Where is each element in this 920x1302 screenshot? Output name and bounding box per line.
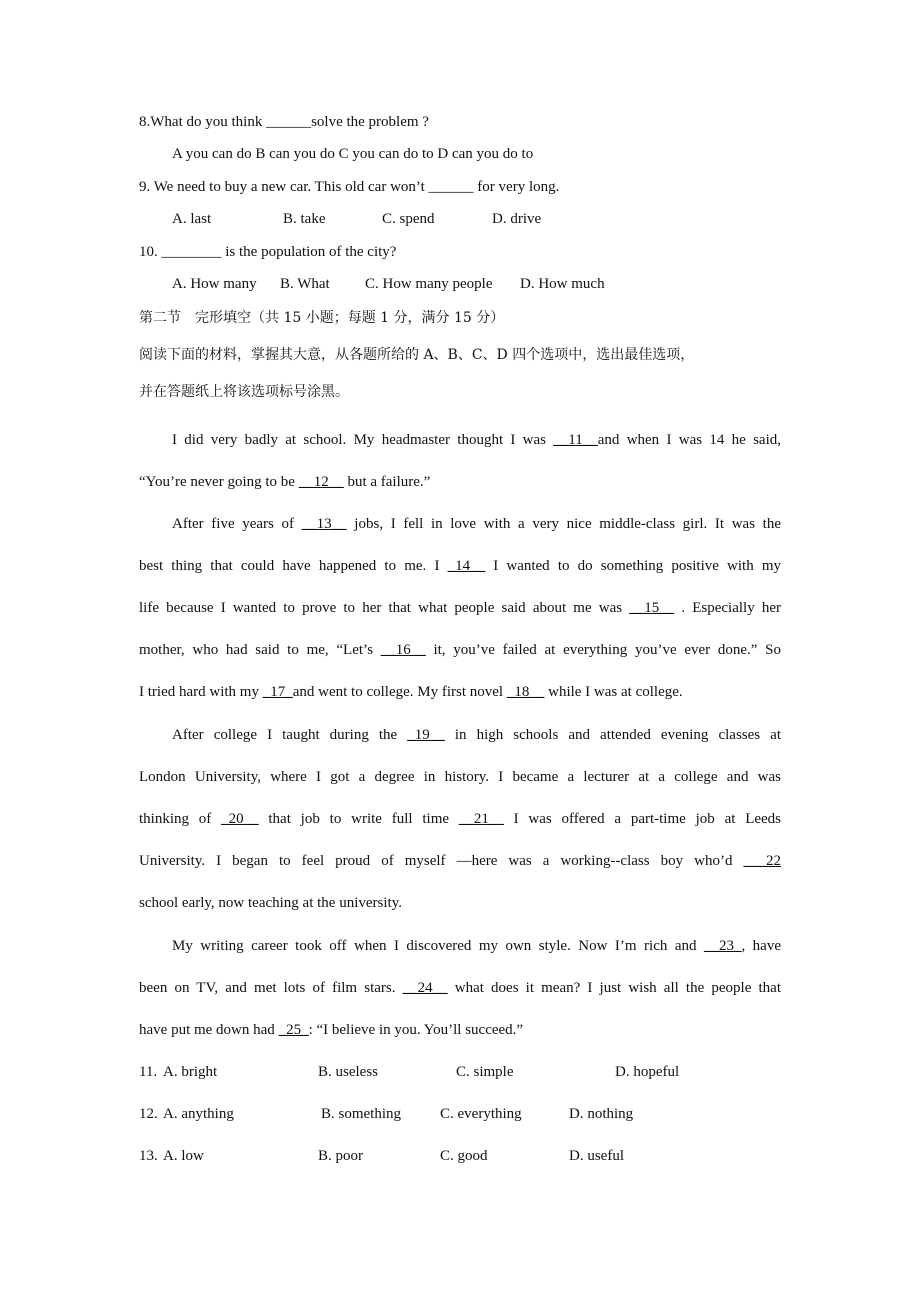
passage-line: University. I began to feel proud of myself —here was a working--class boy who’d ___22 xyxy=(139,853,781,869)
blank-11: __11__ xyxy=(553,432,598,448)
passage-line: best thing that could have happened to me. I _14__ I wanted to do something positive with my xyxy=(139,558,782,574)
blank-16: __16__ xyxy=(380,642,426,658)
passage-line: life because I wanted to prove to her that what people said about me was __15__ . Especially her xyxy=(139,600,781,616)
passage-line: I tried hard with my _17_and went to college. My first novel _18__ while I was at college. xyxy=(139,684,683,700)
passage-line: After college I taught during the _19__ in high schools and attended evening classes at xyxy=(172,727,781,743)
blank-14: _14__ xyxy=(447,558,486,574)
passage-line: school early, now teaching at the university. xyxy=(139,895,402,911)
blank-15: __15__ xyxy=(629,600,675,616)
choice-row-13: 13. A. low B. poor C. good D. useful xyxy=(139,1148,624,1164)
blank-12: __12__ xyxy=(298,474,344,490)
question-8-stem: 8.What do you think ______solve the problem ? xyxy=(139,114,429,130)
blank-25: _25_ xyxy=(278,1022,309,1038)
blank-23: __23_ xyxy=(703,938,742,954)
blank-22: ___22 xyxy=(743,853,781,869)
blank-17: _17_ xyxy=(262,684,293,700)
passage-line: been on TV, and met lots of film stars. __24__ what does it mean? I just wish all the people that xyxy=(139,980,781,996)
question-10-stem: 10. ________ is the population of the city? xyxy=(139,244,397,260)
option-d: D. How much xyxy=(520,276,605,292)
option-d: D. drive xyxy=(492,211,542,227)
passage-line: mother, who had said to me, “Let’s __16__ it, you’ve failed at everything you’ve ever done.” So xyxy=(139,642,781,658)
passage-line: After five years of __13__ jobs, I fell in love with a very nice middle-class girl. It was the xyxy=(172,516,781,532)
blank-19: _19__ xyxy=(407,727,445,743)
option-a: A. last xyxy=(172,211,212,227)
option-c: C. spend xyxy=(382,211,435,227)
passage-line: “You’re never going to be __12__ but a failure.” xyxy=(139,474,431,490)
question-9-stem: 9. We need to buy a new car. This old car won’t ______ for very long. xyxy=(139,179,560,195)
blank-18: _18__ xyxy=(506,684,545,700)
question-10-options xyxy=(172,274,781,294)
blank-21: __21__ xyxy=(458,811,504,827)
section-instruction-cont: 并在答题纸上将该选项标号涂黑。 xyxy=(139,384,349,400)
passage-line: have put me down had _25_: “I believe in you. You’ll succeed.” xyxy=(139,1022,524,1038)
passage-line: London University, where I got a degree in history. I became a lecturer at a college and was xyxy=(139,769,781,785)
choice-row-11: 11. A. bright B. useless C. simple D. hopeful xyxy=(139,1064,680,1080)
passage-line: thinking of _20__ that job to write full time __21__ I was offered a part-time job at Leeds xyxy=(139,811,782,827)
option-b: B. take xyxy=(283,211,326,227)
section-heading: 第二节 完形填空（共 15 小题；每题 1 分，满分 15 分） xyxy=(139,310,505,326)
blank-13: __13__ xyxy=(301,516,347,532)
section-instruction: 阅读下面的材料，掌握其大意，从各题所给的 A、B、C、D 四个选项中，选出最佳选项， xyxy=(139,347,695,363)
passage-line: My writing career took off when I discovered my own style. Now I’m rich and __23_, have xyxy=(172,938,781,954)
question-8-options: A you can do B can you do C you can do to D can you do to xyxy=(172,146,534,162)
option-b: B. What xyxy=(280,276,330,292)
question-9-options xyxy=(172,209,781,229)
blank-20: _20__ xyxy=(221,811,259,827)
passage-line: I did very badly at school. My headmaster thought I was __11__and when I was 14 he said, xyxy=(172,432,781,448)
option-c: C. How many people xyxy=(365,276,493,292)
blank-24: __24__ xyxy=(402,980,448,996)
choice-row-12: 12. A. anything B. something C. everything D. nothing xyxy=(139,1106,634,1122)
option-a: A. How many xyxy=(172,276,257,292)
